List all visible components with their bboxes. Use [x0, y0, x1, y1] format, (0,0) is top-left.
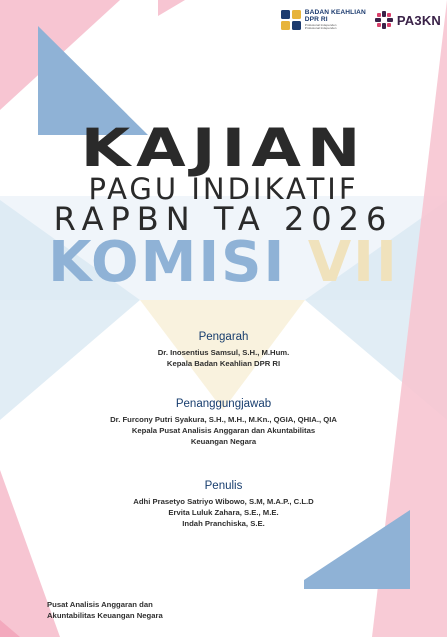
title-komisi-number: VII	[307, 230, 399, 295]
title-kajian: KAJIAN	[80, 118, 367, 180]
section-heading: Pengarah	[198, 331, 249, 343]
person-line: Adhi Prasetyo Satriyo Wibowo, S.M, M.A.P., C.L.D	[133, 497, 314, 506]
badan-keahlian-logo	[280, 9, 366, 31]
section-pengarah	[0, 331, 447, 369]
person-line: Keuangan Negara	[190, 437, 257, 446]
person-line: Indah Pranchiska, S.E.	[182, 519, 265, 528]
person-line: Kepala Badan Keahlian DPR RI	[166, 359, 281, 368]
person-line: Dr. Furcony Putri Syakura, S.H., M.H., M.Kn., QGIA, QHIA., QIA	[110, 415, 337, 424]
person-line: Dr. Inosentius Samsul, S.H., M.Hum.	[157, 348, 290, 357]
badan-keahlian-tagline: Profesional Independen Profesional Independen	[304, 23, 337, 31]
pa3kn-logo	[374, 10, 441, 30]
header-logos	[280, 9, 441, 31]
footer-line: Akuntabilitas Keuangan Negara	[47, 611, 163, 620]
person-line: Ervita Luluk Zahara, S.E., M.E.	[168, 508, 279, 517]
person-line: Kepala Pusat Analisis Anggaran dan Akuntabilitas	[131, 426, 316, 435]
footer-publisher	[47, 599, 163, 621]
section-penulis	[0, 480, 447, 529]
badan-keahlian-name: BADAN KEAHLIAN	[304, 8, 366, 16]
badan-keahlian-emblem-icon	[280, 9, 302, 31]
bg-pink-triangle-top-right	[158, 0, 185, 16]
title-komisi	[0, 230, 447, 295]
footer-line: Pusat Analisis Anggaran dan	[47, 600, 153, 609]
pa3kn-name: PA3KN	[396, 12, 441, 28]
title-komisi-word: KOMISI	[48, 230, 308, 295]
badan-keahlian-dpr: DPR RI	[304, 15, 328, 23]
section-heading: Penanggungjawab	[175, 398, 272, 410]
section-penanggungjawab	[0, 398, 447, 447]
pa3kn-flower-icon	[374, 10, 394, 30]
title-rapbn: RAPBN TA 2026	[53, 200, 394, 238]
title-pagu-indikatif: PAGU INDIKATIF	[88, 172, 359, 206]
section-heading: Penulis	[204, 480, 243, 492]
